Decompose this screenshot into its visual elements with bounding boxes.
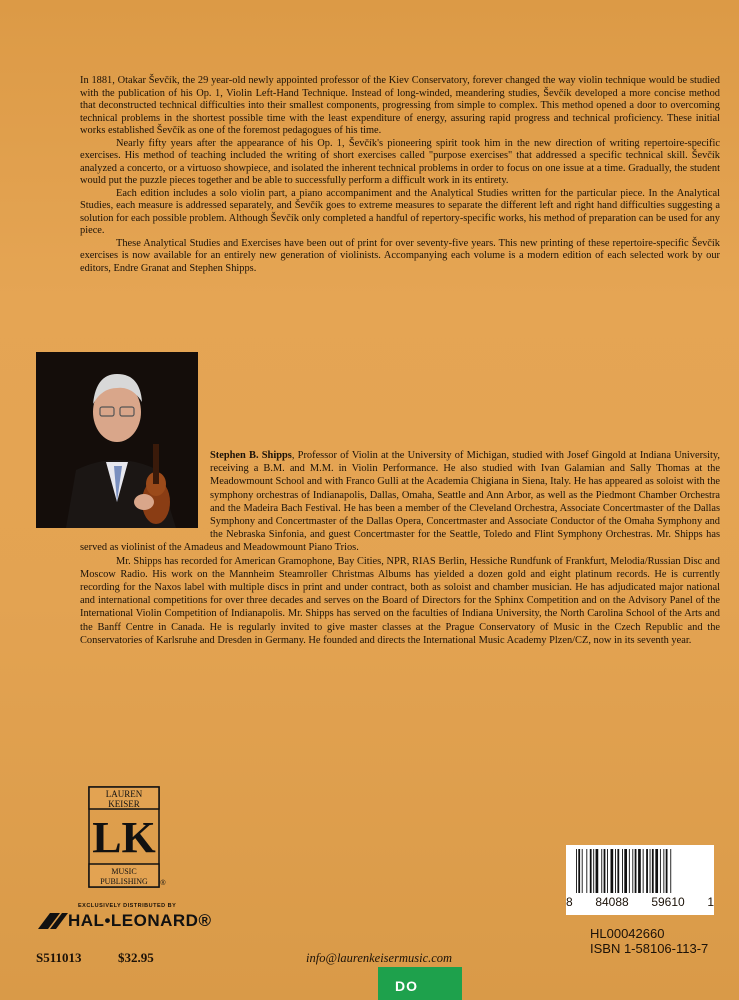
barcode-bar [632,849,633,893]
barcode-bar [646,849,648,893]
intro-paragraph-1: In 1881, Otakar Ševčík, the 29 year-old newly appointed professor of the Kiev Conservatory, forever changed the way violin technique would be studied with the publication of his Op. 1, Violin Left-Hand Technique. Instead of long-winded, meandering studies, Ševčík developed a more concise method that deconstructed technical difficulties into their smallest components, progressing from simple to complex. This method opened a door to overcoming technical problems in the shortest possible time with the least expenditure of energy, assuring rapid progress and technical proficiency. These initial works established Ševčík as one of the foremost pedagogues of his time. [80,75,720,136]
barcode-digits-right: 59610 [651,895,685,909]
barcode-bar [643,849,644,893]
barcode-bar [601,849,602,893]
sticker-text: DO [395,978,418,994]
barcode-bar [663,849,664,893]
barcode-bar [615,849,616,893]
barcode-digits-left: 84088 [595,895,629,909]
price: $32.95 [118,950,154,965]
intro-paragraph-2: Nearly fifty years after the appearance of his Op. 1, Ševčík's pioneering spirit took him in the new direction of writing repertoire-specific exercises. His method of teaching included the writing of short exercises called "purpose exercises" that addressed a specific technical skill. Ševčík analyzed a concerto, or a virtuoso showpiece, and isolated the inherent technical problems in order to focus on one issue at a time. Gradually, the student would put the puzzle pieces together and be able to successfully perform a difficult work in its entirety. [80,137,720,186]
barcode-bar [660,849,661,893]
intro-paragraph-4: These Analytical Studies and Exercises have been out of print for over seventy-five years. This new printing of these repertoire-specific Ševčík exercises is now available for an entirely new generation of violinists. Accompanying each volume is a modern edition of each selected work by our editors, Endre Granat and Stephen Shipps. [80,237,720,274]
author-bio [80,449,720,647]
barcode-bar [604,849,606,893]
author-name: Stephen B. Shipps [210,450,292,461]
barcode-bar [624,849,627,893]
isbn: ISBN 1-58106-113-7 [590,941,709,956]
barcode-bar [607,849,608,893]
logo-registered-mark: ® [160,880,166,887]
item-code: S511013 [36,950,82,965]
barcode-bar [593,849,594,893]
logo-word-keiser: KEISER [108,799,140,809]
logo-initials: LK [92,813,156,862]
barcode-bar [622,849,623,893]
barcode-bar [578,849,580,893]
bio-paragraph-2: Mr. Shipps has recorded for American Gramophone, Bay Cities, NPR, RIAS Berlin, Hessiche Rundfunk of Frankfurt, Melodia/Russian Disc and Moscow Radio. His work on the Mannheim Steamroller Christmas Albums has yielded a dozen gold and eight platinum records. He is currently recording for the Naxos label with multiple discs in print and under contract, both as soloist and chamber musician. He has adjudicated major national and international competitions for over three decades and serves on the Board of Directors for the Sphinx Competition and on the Advisory Panel of the International Violin Competition of Indianapolis. Mr. Shipps has served on the faculties of Indiana University, the North Carolina School of the Arts and the Banff Centre in Canada. He is regularly invited to give master classes at the Prague Conservatory of Music in the Czech Republic and the Conservatories of Karlsruhe and Dresden in Germany. He founded and directs the International Music Academy Plzen/CZ, now in its seventh year. [80,555,720,646]
lauren-keiser-logo [88,786,168,890]
bio-paragraph-1: , Professor of Violin at the University of Michigan, studied with Josef Gingold at Indiana University, receiving a B.M. and M.M. in Violin Performance. He also studied with Ivan Galamian and Sally Thomas at the Meadowmount School and with Franco Gulli at the Academia Chigiana in Siena, Italy. He has appeared as soloist with the symphony orchestras of Indianapolis, Dallas, Omaha, Seattle and Ann Arbor, as well as the Piedmont Chamber Orchestra and the Madeira Bach Festival. He has been a member of the Cleveland Orchestra, Associate Concertmaster of the Dallas Symphony and Concertmaster of the Dallas Opera, Concertmaster and Associate Conductor of the Omaha Symphony and the Nebraska Sinfonia, and guest Concertmaster for the Seattle, Toledo and Flint Symphony Orchestras. Mr. Shipps has served as violinist of the Amadeus and Meadowmount Piano Trios. [80,450,720,554]
store-sticker [378,967,462,1000]
barcode-digits [566,895,714,909]
hl-number: HL00042660 [590,926,665,941]
intro-text [80,75,720,275]
barcode-bar [655,849,658,893]
barcode-bar [638,849,641,893]
barcode-bar [596,849,599,893]
barcode-bar [590,849,592,893]
barcode-bar [629,849,630,893]
hal-leonard-wordmark: HAL•LEONARD® [68,911,212,930]
logo-word-lauren: LAUREN [105,789,143,799]
barcode-bar [635,849,637,893]
barcode-bar [617,849,619,893]
barcode-bar [582,849,583,893]
barcode-bar [652,849,654,893]
publisher-email: info@laurenkeisermusic.com [306,951,453,965]
barcode-bar [576,849,577,893]
barcode-bar [611,849,614,893]
barcode-digit-last: 1 [707,895,714,909]
logo-word-publishing: PUBLISHING [100,877,148,886]
barcode-bar [666,849,668,893]
barcode-digit-first: 8 [566,895,573,909]
distributor-line: EXCLUSIVELY DISTRIBUTED BY [78,903,177,909]
barcode-bar [670,849,671,893]
barcode-bar [586,849,587,893]
intro-paragraph-3: Each edition includes a solo violin part, a piano accompaniment and the Analytical Studies written for the particular piece. In the Analytical Studies, each measure is addressed separately, and Ševčík goes to extreme measures to separate the different left and right hand difficulties suggesting a solution for each possible problem. Although Ševčík only completed a handful of repertory-specific works, his method of preparation can be used for any piece. [80,187,720,236]
barcode-bar [650,849,651,893]
photo-wrap-space [80,449,210,529]
logo-word-music: MUSIC [111,867,137,876]
